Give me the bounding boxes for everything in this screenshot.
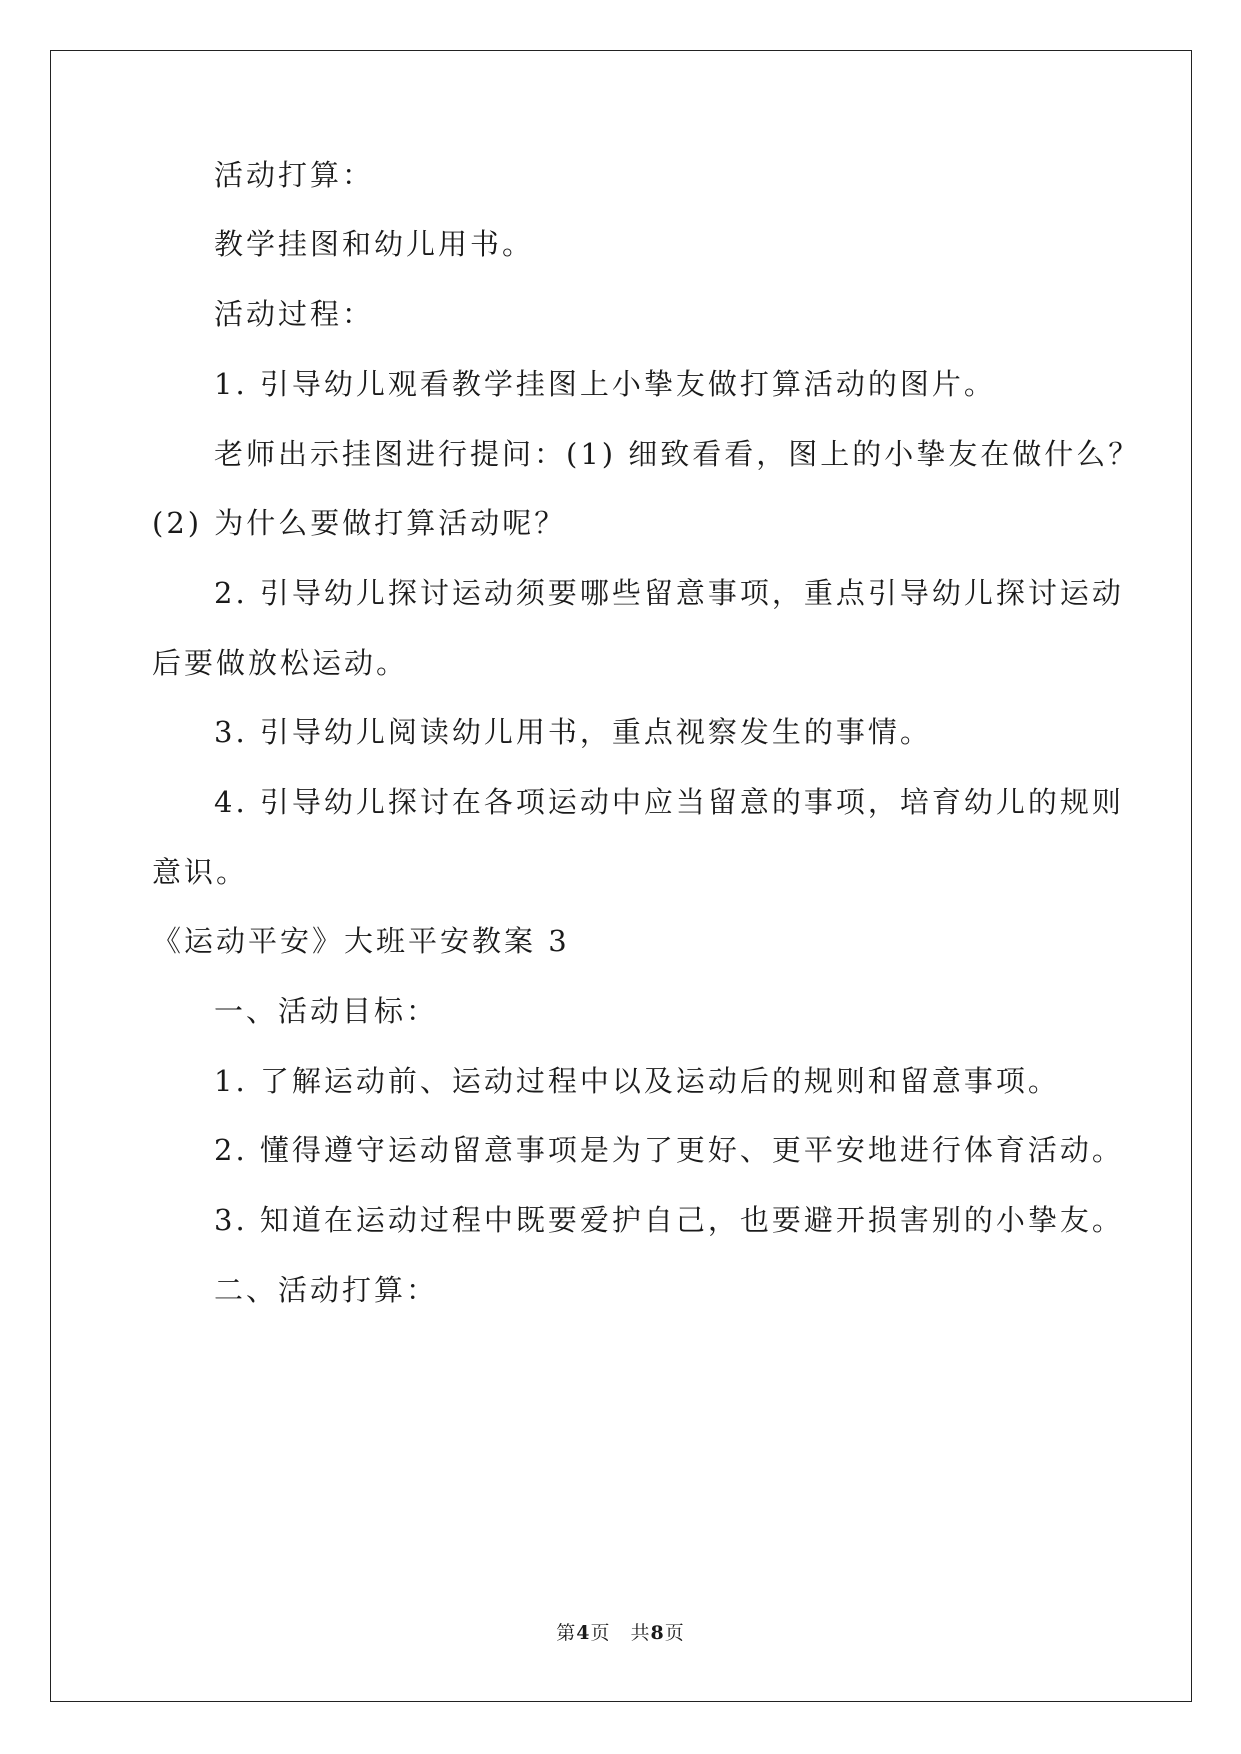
- page-mid: 页 共: [590, 1622, 651, 1644]
- text-line: 后要做放松运动。: [152, 646, 409, 680]
- page-current: 4: [576, 1622, 591, 1644]
- text-line: (2) 为什么要做打算活动呢？: [152, 506, 567, 540]
- text-line: 1. 引导幼儿观看教学挂图上小挚友做打算活动的图片。: [214, 367, 996, 401]
- page-prefix: 第: [556, 1622, 577, 1644]
- text-line: 活动打算：: [214, 158, 375, 192]
- text-line: 3. 引导幼儿阅读幼儿用书，重点视察发生的事情。: [214, 715, 932, 749]
- page-suffix: 页: [664, 1622, 685, 1644]
- text-line: 4. 引导幼儿探讨在各项运动中应当留意的事项，培育幼儿的规则: [214, 785, 1124, 819]
- text-line: 1. 了解运动前、运动过程中以及运动后的规则和留意事项。: [214, 1064, 1060, 1098]
- text-line: 2. 懂得遵守运动留意事项是为了更好、更平安地进行体育活动。: [214, 1133, 1124, 1167]
- section-heading: 《运动平安》大班平安教案 3: [152, 924, 570, 958]
- text-line: 意识。: [152, 855, 249, 889]
- text-line: 教学挂图和幼儿用书。: [214, 227, 535, 261]
- page-footer: [0, 1621, 1241, 1645]
- text-line: 3. 知道在运动过程中既要爱护自己，也要避开损害别的小挚友。: [214, 1203, 1124, 1237]
- page-total: 8: [650, 1622, 665, 1644]
- text-line: 二、活动打算：: [214, 1273, 439, 1307]
- text-line: 2. 引导幼儿探讨运动须要哪些留意事项，重点引导幼儿探讨运动: [214, 576, 1124, 610]
- text-line: 一、活动目标：: [214, 994, 439, 1028]
- text-line: 活动过程：: [214, 297, 375, 331]
- text-line: 老师出示挂图进行提问：(1) 细致看看，图上的小挚友在做什么？: [214, 437, 1141, 471]
